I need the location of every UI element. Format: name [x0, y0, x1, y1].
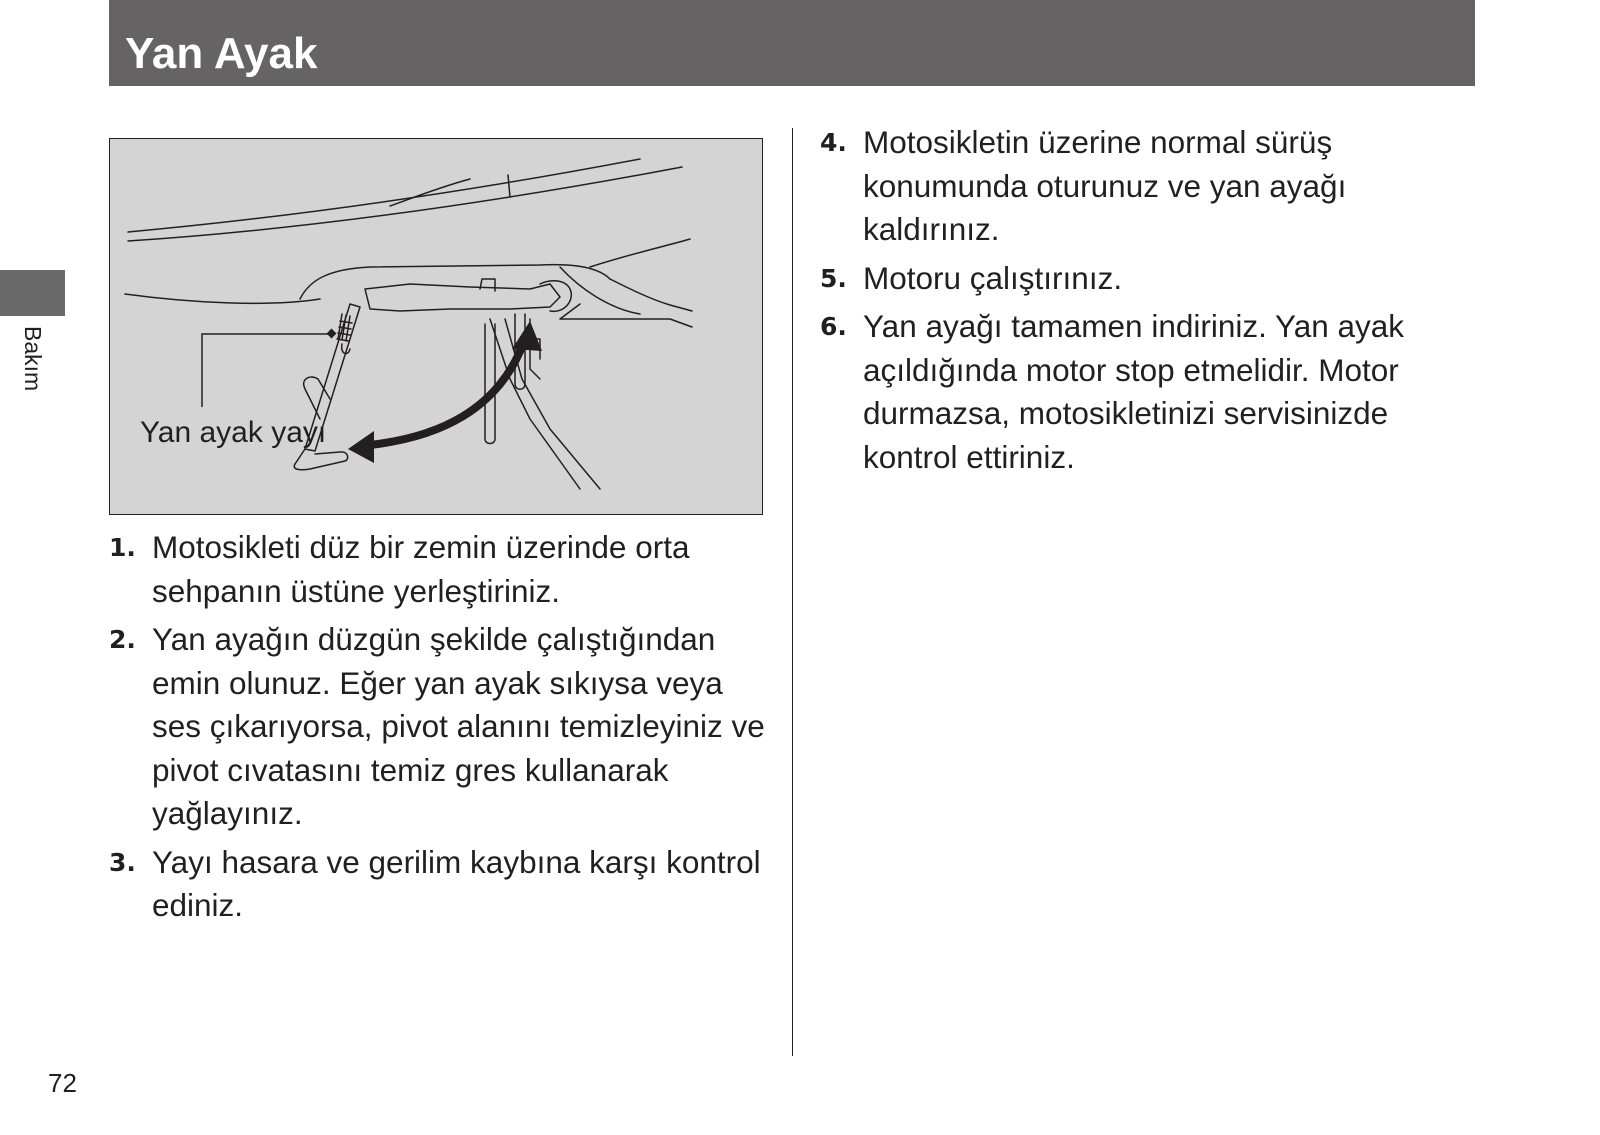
step-text: Motoru çalıştırınız. — [863, 259, 1123, 296]
page-number: 72 — [48, 1068, 77, 1098]
step-item — [109, 526, 769, 613]
steps-right-column — [820, 121, 1480, 484]
page-title: Yan Ayak — [125, 29, 318, 78]
step-item — [820, 257, 1480, 301]
section-header — [109, 0, 1475, 86]
step-item — [109, 841, 769, 928]
chapter-label: Bakım — [20, 326, 46, 392]
step-number: 1. — [109, 533, 136, 562]
step-number: 4. — [820, 128, 847, 157]
motorcycle-side-stand-illustration — [110, 139, 763, 515]
step-text: Yan ayağı tamamen indiriniz. Yan ayak açıldığında motor stop etmelidir. Motor durmazsa, motosikletinizi servisinizde kontrol ettiriniz. — [863, 308, 1405, 475]
step-text: Yayı hasara ve gerilim kaybına karşı kontrol ediniz. — [152, 843, 761, 923]
step-text: Motosikletin üzerine normal sürüş konumunda oturunuz ve yan ayağı kaldırınız. — [863, 124, 1347, 247]
column-divider — [792, 128, 793, 1056]
step-number: 3. — [109, 847, 136, 877]
step-item — [820, 305, 1480, 479]
side-stand-figure — [109, 138, 763, 515]
step-number: 6. — [820, 312, 847, 341]
step-number: 2. — [109, 625, 136, 654]
step-number: 5. — [820, 263, 847, 293]
steps-left-column — [109, 526, 769, 933]
step-text: Yan ayağın düzgün şekilde çalıştığından emin olunuz. Eğer yan ayak sıkıysa veya ses çıkarıyorsa, pivot alanını temizleyiniz ve pivot cıvatasını temiz gres kullanarak yağlayınız. — [152, 621, 765, 831]
chapter-tab — [0, 270, 65, 316]
curved-double-arrow-icon — [348, 321, 542, 463]
side-stand-spring-callout: Yan ayak yayı — [140, 416, 327, 449]
step-text: Motosikleti düz bir zemin üzerinde orta sehpanın üstüne yerleştiriniz. — [152, 529, 690, 609]
step-item — [820, 121, 1480, 252]
step-item — [109, 618, 769, 836]
